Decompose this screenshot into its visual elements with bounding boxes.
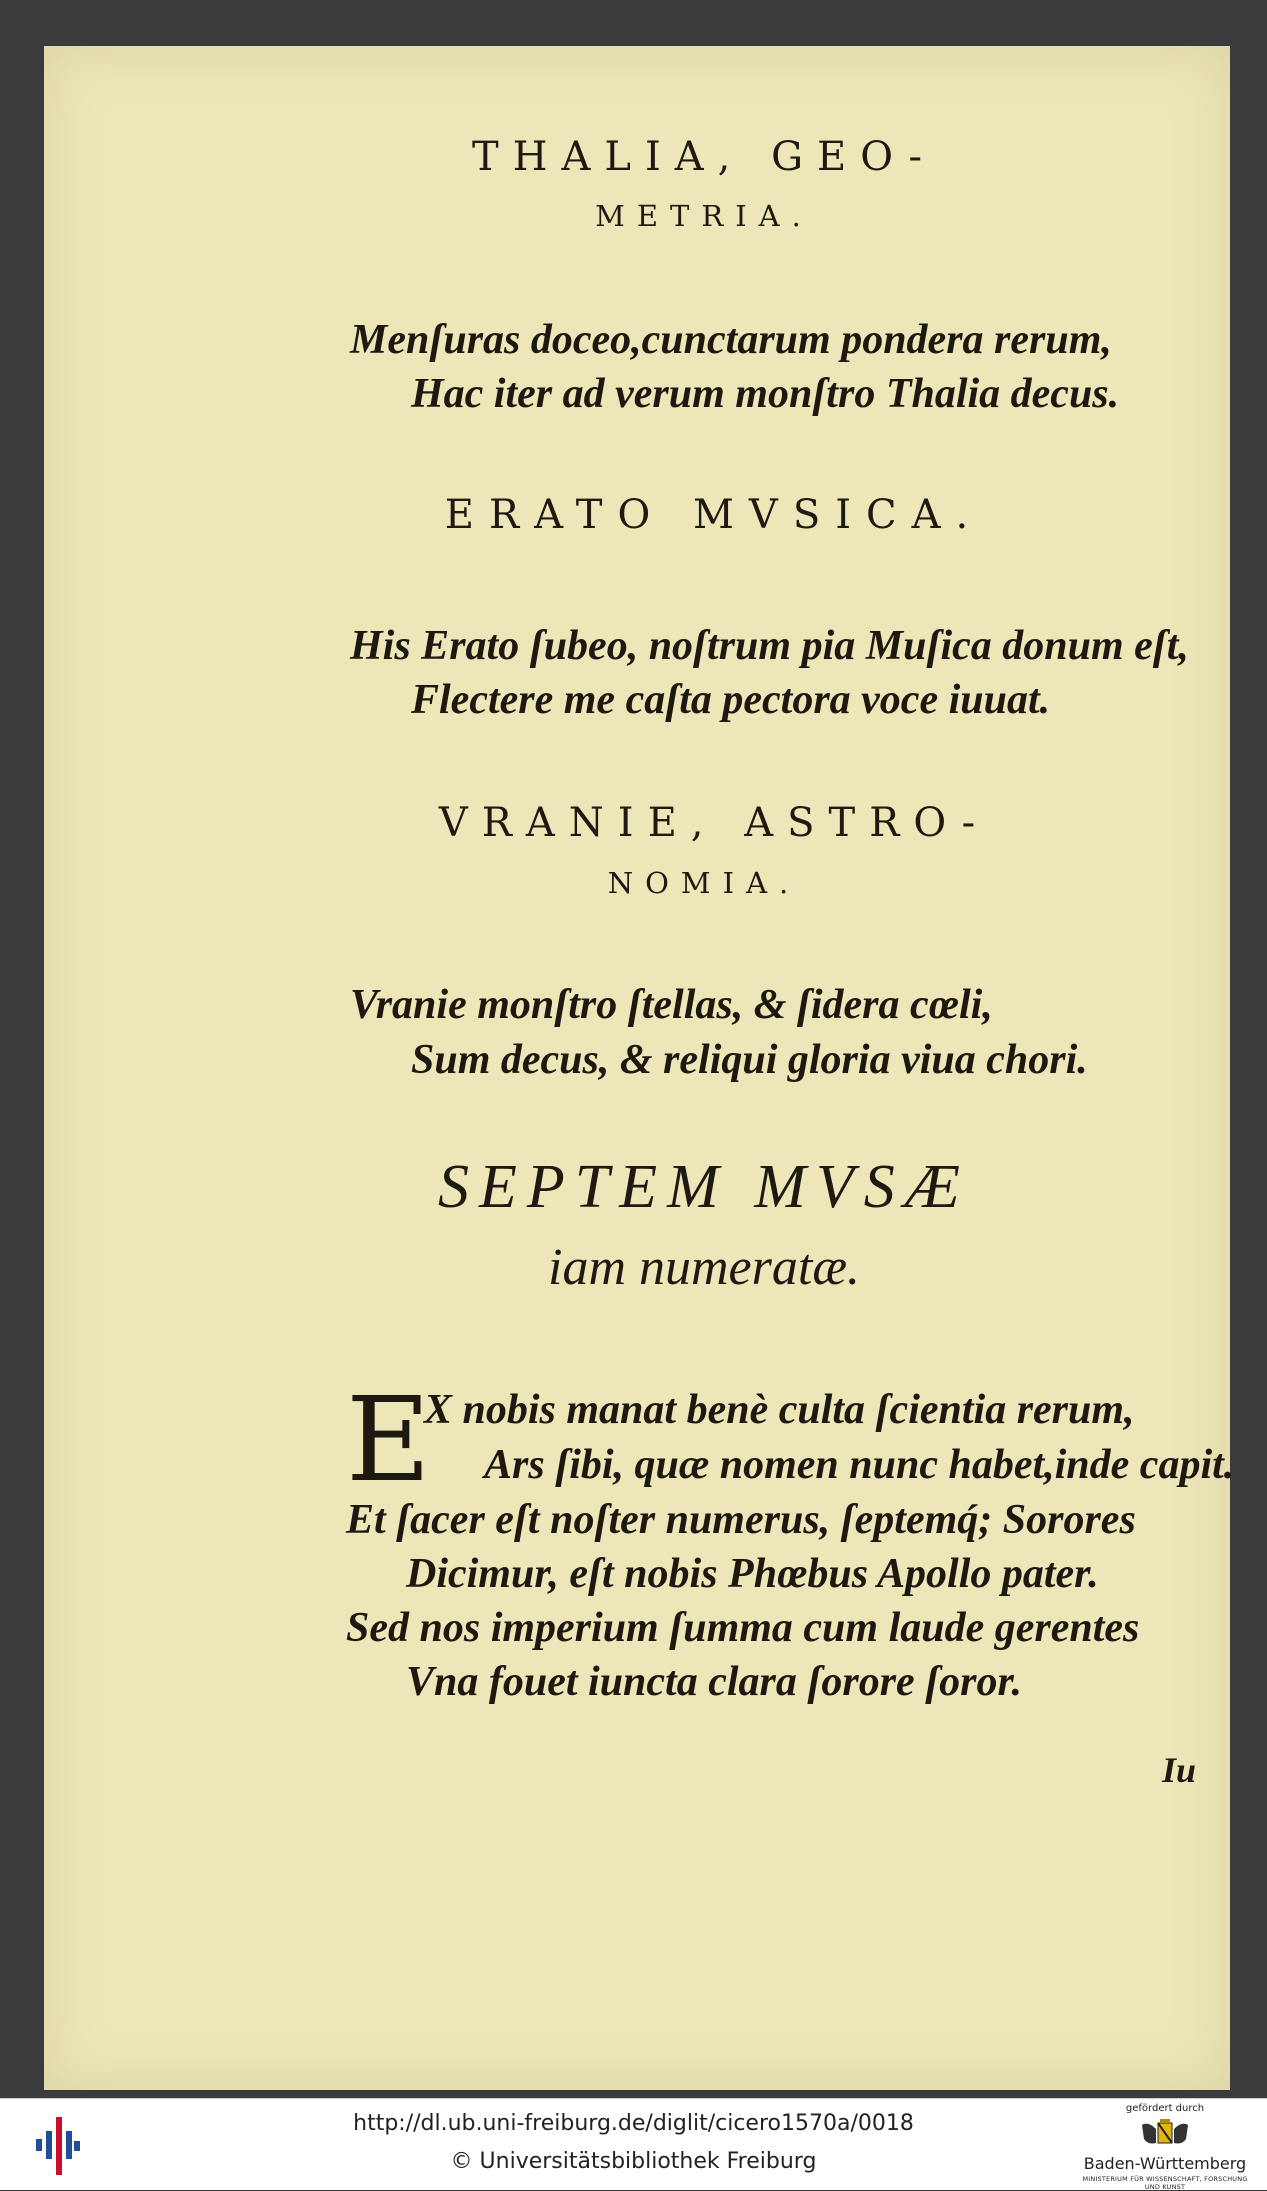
heading-thalia-line2: METRIA. <box>595 199 813 233</box>
book-page <box>44 46 1235 2090</box>
poem-line-5: Sed nos imperium ſumma cum laude gerentes <box>346 1605 1140 1651</box>
verse-vranie-1: Vranie monſtro ſtellas, & ſidera cœli, <box>350 982 993 1028</box>
sponsor-label: gefördert durch <box>1125 2103 1205 2114</box>
copyright-notice: © Universitätsbibliothek Freiburg <box>450 2149 817 2174</box>
poem-line-1: X nobis manat benè culta ſcientia rerum, <box>424 1387 1135 1433</box>
sponsor-name: Baden-Württemberg <box>1083 2154 1247 2173</box>
heading-vranie-line1: VRANIE, ASTRO- <box>438 800 990 846</box>
sponsor-badge <box>1075 2103 1255 2189</box>
drop-cap: E <box>346 1373 431 1508</box>
septem-musae-title: SEPTEM MVSÆ <box>438 1153 970 1221</box>
heading-erato: ERATO MVSICA. <box>444 492 984 538</box>
catchword: Iu <box>1162 1750 1197 1790</box>
heading-thalia-line1: THALIA, GEO- <box>471 134 937 180</box>
verse-thalia-2: Hac iter ad verum monſtro Thalia decus. <box>411 371 1120 417</box>
verse-erato-2: Flectere me caſta pectora voce iuuat. <box>411 677 1051 723</box>
verse-erato-1: His Erato ſubeo, noſtrum pia Muſica donum eſt, <box>350 623 1189 669</box>
page-text <box>44 46 1235 2090</box>
poem-line-6: Vna fouet iuncta clara ſorore ſoror. <box>406 1659 1023 1705</box>
verse-thalia-1: Menſuras doceo,cunctarum pondera rerum, <box>350 317 1112 363</box>
coat-of-arms-icon <box>1138 2119 1192 2149</box>
verse-vranie-2: Sum decus, & reliqui gloria viua chori. <box>411 1037 1088 1083</box>
permalink-url[interactable]: http://dl.ub.uni-freiburg.de/diglit/cicero1570a/0018 <box>353 2111 914 2136</box>
septem-musae-subtitle: iam numeratæ. <box>548 1239 860 1296</box>
poem-line-4: Dicimur, eſt nobis Phœbus Apollo pater. <box>406 1551 1099 1597</box>
heading-vranie-line2: NOMIA. <box>607 866 801 900</box>
poem-line-2: Ars ſibi, quæ nomen nunc habet,inde capit. <box>484 1442 1235 1488</box>
viewer-footer <box>0 2098 1267 2190</box>
sponsor-ministry: MINISTERIUM FÜR WISSENSCHAFT, FORSCHUNG UND KUNST <box>1082 2175 1248 2191</box>
poem-line-3: Et ſacer eſt noſter numerus, ſeptemq́; Sorores <box>346 1497 1136 1543</box>
